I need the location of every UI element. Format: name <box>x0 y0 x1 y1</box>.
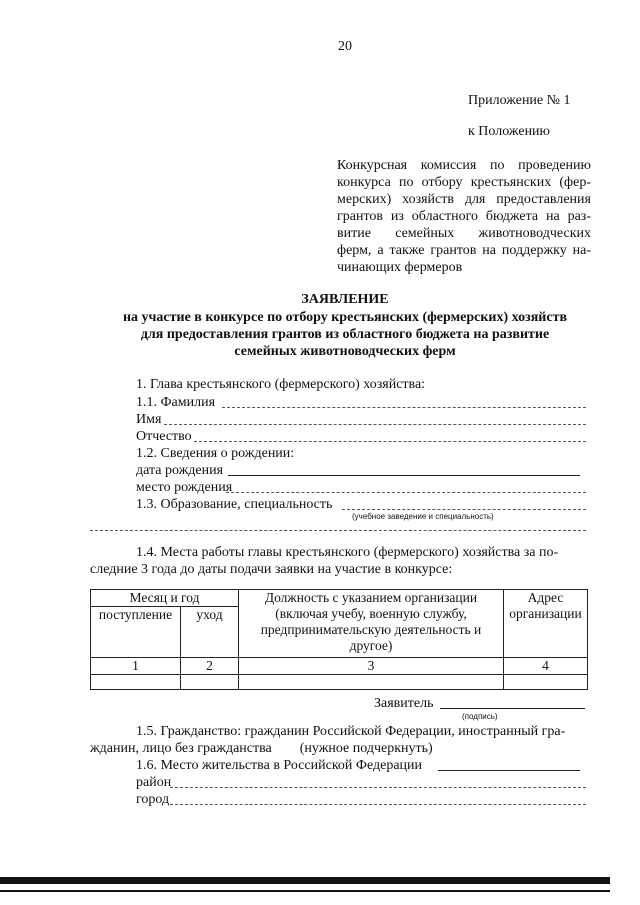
city-label: город <box>136 792 170 807</box>
addressee-line: конкурса по отбору крестьянских (фер- <box>337 175 591 190</box>
work-history-table <box>90 589 588 690</box>
address-header-line: Адрес <box>527 590 564 605</box>
education-field[interactable] <box>342 509 586 510</box>
month-year-header: Месяц и год <box>91 590 239 607</box>
address-cell[interactable] <box>504 675 588 690</box>
addressee-line: витие семейных животноводческих <box>337 226 591 241</box>
education-field-continuation[interactable] <box>90 530 586 531</box>
position-header-line: предпринимательскую деятельность и <box>260 622 482 637</box>
addressee-line: Конкурсная комиссия по проведению <box>337 158 591 173</box>
position-header-line: другое) <box>349 638 393 653</box>
leave-header: уход <box>181 607 239 658</box>
section-1-heading: 1. Глава крестьянского (фермерского) хозяйства: <box>136 377 426 392</box>
district-field[interactable] <box>170 787 586 788</box>
addressee-line: ферм, а также грантов на поддержку на- <box>337 243 591 258</box>
education-hint: (учебное заведение и специальность) <box>352 512 494 521</box>
column-number: 3 <box>239 658 504 675</box>
applicant-label: Заявитель <box>374 696 434 711</box>
column-number: 4 <box>504 658 588 675</box>
name-label: Имя <box>136 412 162 427</box>
city-field[interactable] <box>170 804 586 805</box>
citizenship-line-1: 1.5. Гражданство: гражданин Российской Федерации, иностранный гра- <box>136 724 566 739</box>
work-places-line-1: 1.4. Места работы главы крестьянского (фермерского) хозяйства за по- <box>136 545 559 560</box>
citizenship-line-2: жданин, лицо без гражданства (нужное подчеркнуть) <box>90 741 433 756</box>
title-line-2: для предоставления грантов из областного бюджета на развитие <box>140 327 550 342</box>
addressee-line: мерских) хозяйств для предоставления <box>337 192 591 207</box>
leave-cell[interactable] <box>181 675 239 690</box>
title-line-1: на участие в конкурсе по отбору крестьянских (фермерских) хозяйств <box>122 310 568 325</box>
document-title: ЗАЯВЛЕНИЕ <box>301 292 389 307</box>
patronymic-label: Отчество <box>136 429 192 444</box>
address-header-line: организации <box>509 606 582 621</box>
column-number: 2 <box>181 658 239 675</box>
appendix-reference: к Положению <box>468 124 551 139</box>
district-label: район <box>136 775 172 790</box>
patronymic-field[interactable] <box>194 441 586 442</box>
applicant-signature-field[interactable] <box>440 708 585 709</box>
entry-cell[interactable] <box>91 675 181 690</box>
table-row <box>91 675 588 690</box>
residence-heading: 1.6. Место жительства в Российской Федерации <box>136 758 423 773</box>
page-bottom-rule <box>0 877 610 884</box>
residence-field[interactable] <box>438 770 580 771</box>
position-header-line: Должность с указанием организации <box>264 590 478 605</box>
name-field[interactable] <box>164 424 586 425</box>
addressee-line: чинающих фермеров <box>337 260 463 275</box>
position-cell[interactable] <box>239 675 504 690</box>
position-header-line: (включая учебу, военную службу, <box>275 606 467 621</box>
column-number: 1 <box>91 658 181 675</box>
page-bottom-rule-thin <box>0 890 610 892</box>
title-line-3: семейных животноводческих ферм <box>234 344 456 359</box>
birth-place-field[interactable] <box>226 492 586 493</box>
position-header <box>239 590 504 658</box>
birth-date-label: дата рождения <box>136 463 224 478</box>
address-header <box>504 590 588 658</box>
page-number: 20 <box>338 39 352 54</box>
work-places-line-2: следние 3 года до даты подачи заявки на участие в конкурсе: <box>90 562 453 577</box>
birth-place-label: место рождения <box>136 480 233 495</box>
entry-header: поступление <box>91 607 181 658</box>
surname-field[interactable] <box>222 407 586 408</box>
birth-date-field[interactable] <box>228 475 580 476</box>
addressee-line: грантов из областного бюджета на раз- <box>337 209 591 224</box>
surname-label: 1.1. Фамилия <box>136 395 216 410</box>
education-label: 1.3. Образование, специальность <box>136 497 333 512</box>
appendix-label: Приложение № 1 <box>468 93 571 108</box>
signature-hint: (подпись) <box>462 712 498 721</box>
birth-heading: 1.2. Сведения о рождении: <box>136 446 295 461</box>
